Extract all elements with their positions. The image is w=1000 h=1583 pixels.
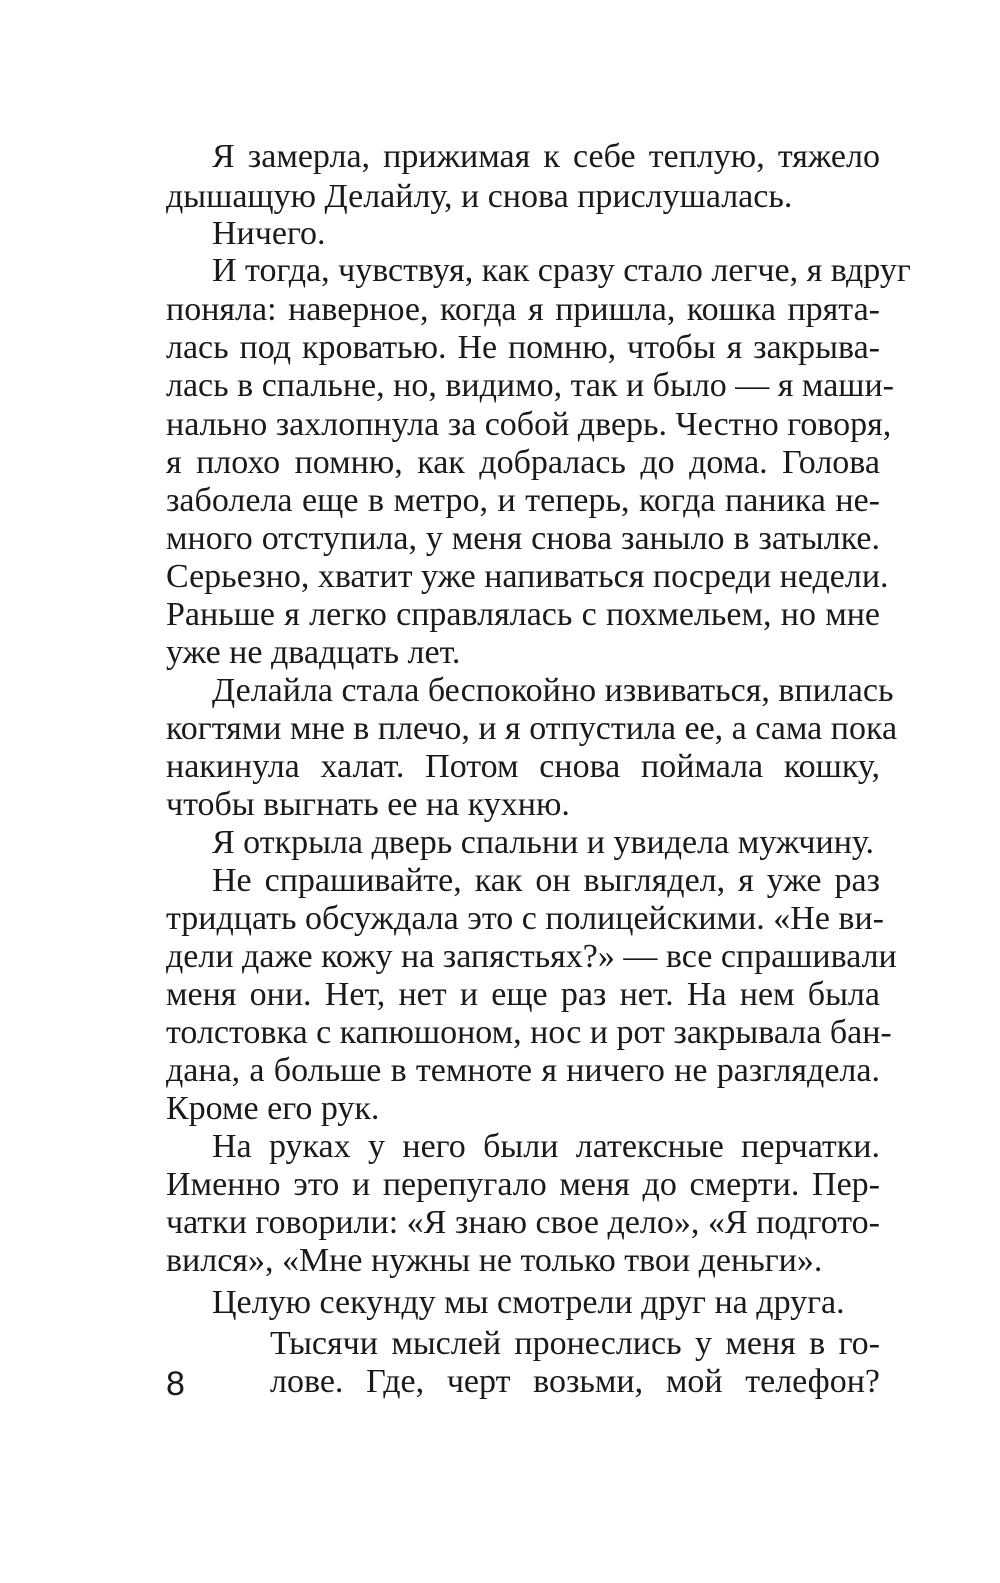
text-line: вился», «Мне нужны не только твои деньги». [166,1242,823,1279]
text-line: Не спрашивайте, как он выглядел, я уже раз [212,862,880,899]
text-line: Именно это и перепугало меня до смерти. Пер- [166,1166,880,1203]
text-line: нально захлопнула за собой дверь. Честно говоря, [166,406,892,443]
text-line: чатки говорили: «Я знаю свое дело», «Я подгото- [166,1204,880,1241]
text-line: Делайла стала беспокойно извиваться, впилась [212,672,894,709]
text-line: дели даже кожу на запястьях?» — все спрашивали [166,938,897,975]
text-line: лась в спальне, но, видимо, так и было — я маши- [166,367,894,404]
text-line: лове. Где, черт возьми, мой телефон? [270,1363,880,1400]
text-line: заболела еще в метро, и теперь, когда паника не- [166,482,880,519]
text-line: толстовка с капюшоном, нос и рот закрывала бан- [166,1014,892,1051]
text-line: дышащую Делайлу, и снова прислушалась. [166,178,793,215]
text-line: я плохо помню, как добралась до дома. Голова [166,444,880,481]
text-line: Ничего. [212,215,326,252]
text-line: лась под кроватью. Не помню, чтобы я закрыва- [166,329,880,366]
text-line: накинула халат. Потом снова поймала кошку, [166,748,880,785]
text-line: Раньше я легко справлялась с похмельем, но мне [166,596,880,633]
text-line: На руках у него были латексные перчатки. [212,1128,880,1165]
text-line: меня они. Нет, нет и еще раз нет. На нем была [166,976,880,1013]
text-line: чтобы выгнать ее на кухню. [166,786,570,823]
text-line: уже не двадцать лет. [166,634,461,671]
text-line: поняла: наверное, когда я пришла, кошка прята- [166,291,880,328]
text-line: дана, а больше в темноте я ничего не разглядела. [166,1052,880,1089]
text-line: когтями мне в плечо, и я отпустила ее, а сама пока [166,710,898,747]
text-line: Целую секунду мы смотрели друг на друга. [212,1284,845,1321]
text-line: Я открыла дверь спальни и увидела мужчину. [212,824,874,861]
text-line: Тысячи мыслей пронеслись у меня в го- [270,1325,880,1362]
text-line: И тогда, чувствуя, как сразу стало легче, я вдруг [212,252,911,289]
text-line: Я замерла, прижимая к себе теплую, тяжело [212,138,880,175]
page-number: 8 [166,1365,185,1403]
text-line: Кроме его рук. [166,1090,380,1127]
text-line: Серьезно, хватит уже напиваться посреди недели. [166,558,889,595]
text-line: много отступила, у меня снова заныло в затылке. [166,520,880,557]
text-line: тридцать обсуждала это с полицейскими. «Не ви- [166,900,884,937]
